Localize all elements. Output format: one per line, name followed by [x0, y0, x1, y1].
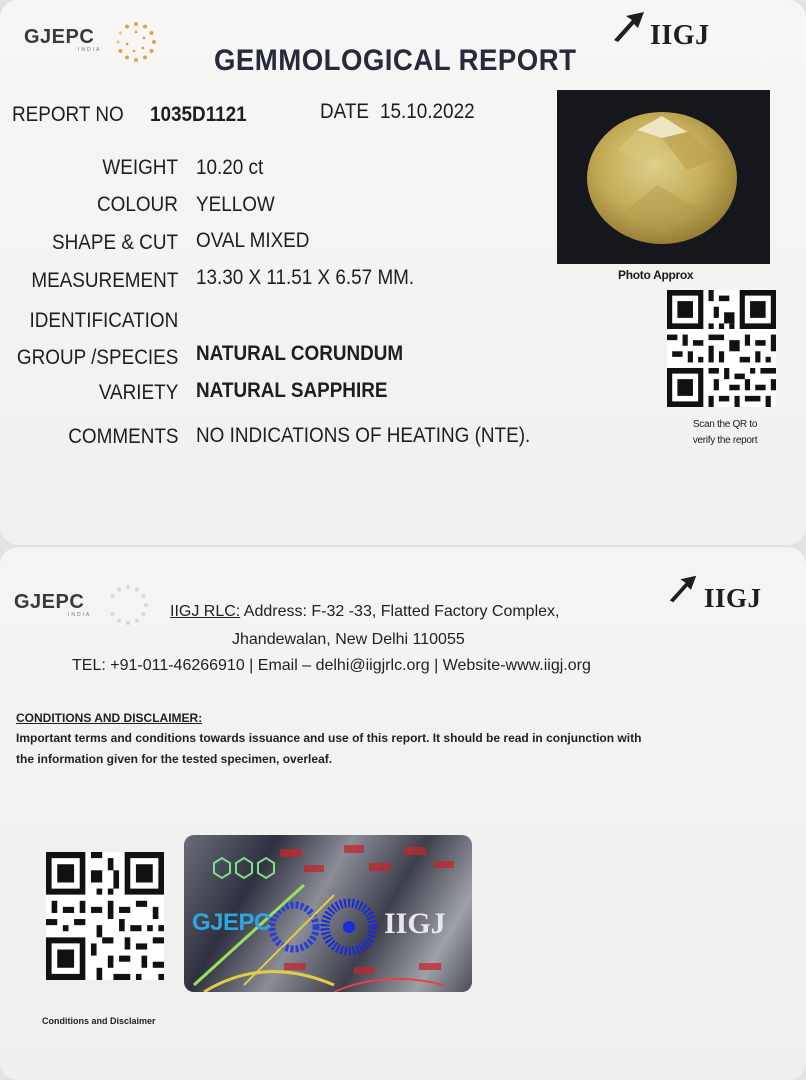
conditions-title: CONDITIONS AND DISCLAIMER:: [16, 711, 203, 725]
iigj-logo: [612, 10, 742, 64]
iigj-arrow-back-icon: [668, 575, 698, 603]
hologram-gjepc-text: GJEPC: [192, 909, 271, 936]
comments-value: NO INDICATIONS OF HEATING (NTE).: [196, 424, 531, 447]
group-species-value: NATURAL CORUNDUM: [196, 342, 404, 365]
gjepc-sun-back-icon: [106, 583, 150, 627]
gjepc-sun-icon: [114, 20, 158, 64]
identification-label: IDENTIFICATION: [29, 309, 178, 332]
report-back-card: [0, 547, 806, 1080]
gjepc-logo-back: [14, 591, 91, 618]
qr-caption-line2: verify the report: [692, 435, 758, 446]
iigj-logo-back-text: IIGJ: [704, 583, 762, 613]
group-species-label: GROUP /SPECIES: [16, 346, 178, 369]
security-hologram: [184, 835, 472, 992]
gjepc-logo-sub: INDIA: [78, 47, 102, 53]
iigj-arrow-icon: [612, 12, 646, 42]
gjepc-logo-text: GJEPC: [24, 26, 95, 48]
colour-value: YELLOW: [196, 193, 275, 216]
address-label: IIGJ RLC:: [170, 603, 241, 620]
iigj-logo-text: IIGJ: [650, 20, 710, 51]
report-title: GEMMOLOGICAL REPORT: [214, 44, 577, 77]
qr-caption: [670, 417, 780, 449]
conditions-line1: Important terms and conditions towards issuance and use of this report. It should be read in conjunction with: [16, 731, 642, 745]
conditions-line2: the information given for the tested specimen, overleaf.: [16, 752, 333, 766]
weight-label: WEIGHT: [102, 156, 178, 179]
comments-label: COMMENTS: [67, 425, 178, 448]
qr-caption-line1: Scan the QR to: [692, 419, 758, 430]
weight-value: 10.20 ct: [196, 156, 264, 179]
address-line2: Jhandewalan, New Delhi 110055: [232, 631, 465, 648]
address-block: [170, 603, 559, 621]
hologram-iigj-text: IIGJ: [384, 907, 446, 940]
date-value: 15.10.2022: [380, 100, 475, 123]
gjepc-logo: [24, 26, 101, 53]
measurement-value: 13.30 X 11.51 X 6.57 MM.: [196, 266, 415, 289]
conditions-qr-caption: Conditions and Disclaimer: [42, 1016, 156, 1026]
shape-cut-value: OVAL MIXED: [196, 229, 310, 252]
colour-label: COLOUR: [97, 193, 178, 216]
report-no-value: 1035D1121: [150, 103, 247, 126]
variety-label: VARIETY: [98, 381, 178, 404]
gem-image: [557, 90, 770, 264]
report-no-label: REPORT NO: [12, 103, 124, 126]
iigj-logo-back: [668, 575, 788, 625]
gjepc-logo-back-text: GJEPC: [14, 591, 85, 613]
verify-qr-code[interactable]: [667, 290, 776, 407]
photo-caption: Photo Approx: [618, 268, 694, 282]
address-line1: Address: F-32 -33, Flatted Factory Complex,: [243, 603, 560, 620]
conditions-qr-code[interactable]: [46, 852, 164, 980]
shape-cut-label: SHAPE & CUT: [51, 231, 178, 254]
contact-line: TEL: +91-011-46266910 | Email – delhi@iigjrlc.org | Website-www.iigj.org: [72, 657, 591, 674]
measurement-label: MEASUREMENT: [30, 269, 178, 292]
gem-photo: [557, 90, 770, 264]
gjepc-logo-back-sub: INDIA: [68, 612, 92, 618]
date-label: DATE: [320, 100, 370, 123]
variety-value: NATURAL SAPPHIRE: [196, 379, 388, 402]
